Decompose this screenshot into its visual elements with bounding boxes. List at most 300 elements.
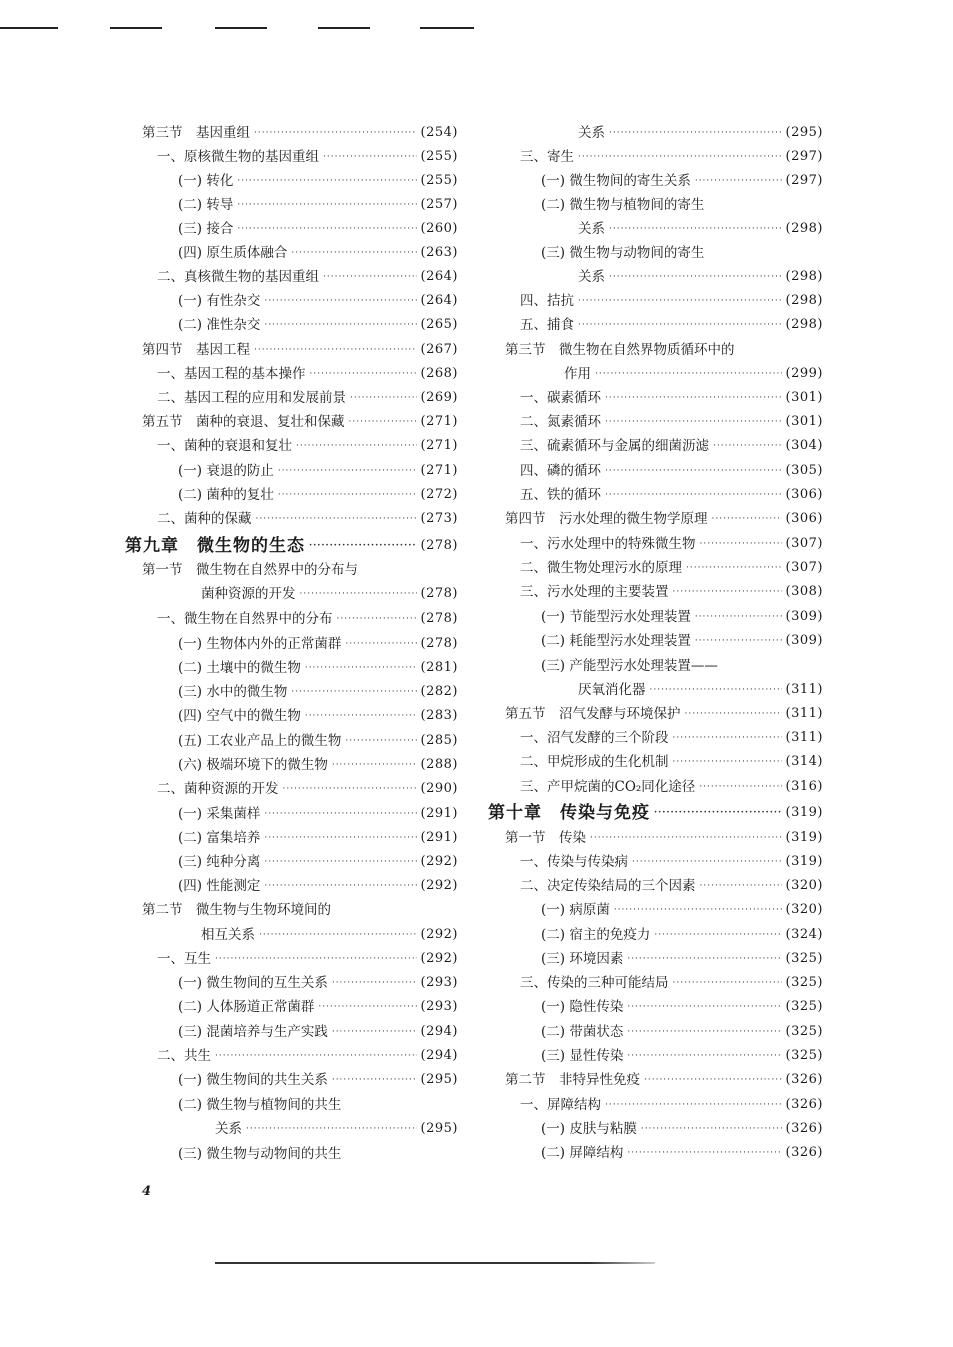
toc-entry (125, 484, 458, 506)
toc-entry-page: (301) (785, 414, 823, 429)
toc-entry (488, 242, 823, 264)
toc-entry-title: 第一节 传染 (505, 830, 586, 846)
toc-entry (125, 583, 458, 605)
toc-entry-page: (298) (785, 293, 823, 308)
toc-entry-title: (二) 人体肠道正常菌群 (178, 999, 315, 1015)
toc-entry-page: (272) (420, 487, 458, 502)
toc-entry-page: (294) (420, 1048, 458, 1063)
toc-leader-dots (605, 484, 782, 506)
toc-entry (125, 1094, 458, 1116)
toc-entry-page: (326) (785, 1072, 823, 1087)
toc-entry-page: (257) (420, 197, 458, 212)
toc-entry-page: (325) (785, 975, 823, 990)
toc-entry-title: (三) 微生物与动物间的共生 (178, 1146, 342, 1162)
toc-entry-title: 一、原核微生物的基因重组 (157, 149, 319, 165)
toc-entry-title: 二、氮素循环 (520, 414, 601, 430)
toc-entry-title: (二) 微生物与植物间的共生 (178, 1097, 342, 1113)
header-rule (0, 27, 58, 29)
toc-leader-dots (605, 460, 782, 482)
toc-entry-title: 第十章 传染与免疫 (488, 803, 650, 823)
toc-leader-dots (695, 630, 782, 652)
toc-entry-page: (265) (420, 317, 458, 332)
toc-entry (488, 1045, 823, 1067)
toc-entry (488, 170, 823, 192)
toc-entry-page: (311) (785, 730, 823, 745)
toc-entry-title: 关系 (578, 221, 605, 237)
toc-entry-title: (四) 原生质体融合 (178, 245, 288, 261)
toc-entry-page: (292) (420, 927, 458, 942)
toc-entry (125, 657, 458, 679)
toc-entry (125, 730, 458, 752)
toc-entry-page: (297) (785, 149, 823, 164)
toc-entry-title: (六) 极端环境下的微生物 (178, 757, 328, 773)
toc-leader-dots (700, 875, 782, 897)
toc-leader-dots (283, 778, 417, 800)
toc-entry-title: (五) 工农业产品上的微生物 (178, 733, 342, 749)
toc-entry (125, 608, 458, 630)
toc-entry-title: 相互关系 (201, 927, 255, 943)
toc-entry (488, 851, 823, 873)
toc-entry (488, 630, 823, 652)
toc-entry-page: (316) (785, 779, 823, 794)
toc-leader-dots (673, 751, 782, 773)
toc-leader-dots (291, 242, 416, 264)
toc-entry (488, 218, 823, 240)
toc-leader-dots (215, 1045, 417, 1067)
toc-entry-title: (二) 耗能型污水处理装置 (541, 633, 691, 649)
toc-entry-title: (二) 菌种的复壮 (178, 487, 274, 503)
toc-leader-dots (695, 170, 782, 192)
toc-leader-dots (595, 363, 782, 385)
toc-leader-dots (305, 657, 417, 679)
toc-entry-page: (308) (785, 584, 823, 599)
toc-entry (125, 972, 458, 994)
toc-leader-dots (578, 146, 782, 168)
toc-entry-title: (一) 隐性传染 (541, 999, 624, 1015)
toc-leader-dots (237, 170, 416, 192)
toc-entry-title: (二) 微生物与植物间的寄生 (541, 197, 705, 213)
toc-entry (488, 122, 823, 144)
toc-entry-page: (282) (420, 684, 458, 699)
toc-entry-title: 三、传染的三种可能结局 (520, 975, 669, 991)
toc-entry (125, 875, 458, 897)
toc-entry-page: (288) (420, 757, 458, 772)
toc-entry (488, 948, 823, 970)
toc-leader-dots (323, 146, 417, 168)
toc-leader-dots (609, 266, 782, 288)
toc-entry (488, 363, 823, 385)
toc-leader-dots (673, 972, 782, 994)
toc-entry (125, 705, 458, 727)
toc-entry (125, 1021, 458, 1043)
toc-entry (488, 1094, 823, 1116)
toc-entry-title: 一、污水处理中的特殊微生物 (520, 536, 696, 552)
toc-leader-dots (695, 606, 782, 628)
toc-leader-dots (605, 387, 782, 409)
toc-leader-dots (332, 1021, 417, 1043)
toc-entry-page: (298) (785, 317, 823, 332)
toc-entry-page: (325) (785, 951, 823, 966)
toc-entry (125, 1143, 458, 1165)
toc-entry (488, 387, 823, 409)
toc-leader-dots (614, 899, 782, 921)
toc-leader-dots (686, 557, 782, 579)
toc-leader-dots (700, 533, 782, 555)
toc-entry-page: (326) (785, 1145, 823, 1160)
toc-entry-title: 二、决定传染结局的三个因素 (520, 878, 696, 894)
toc-entry-title: 厌氧消化器 (578, 682, 646, 698)
toc-entry-title: (二) 屏障结构 (541, 1145, 624, 1161)
toc-entry-page: (319) (785, 805, 823, 820)
page-number: 4 (142, 1184, 152, 1199)
toc-entry (125, 754, 458, 776)
toc-entry-page: (271) (420, 463, 458, 478)
toc-entry-title: (三) 纯种分离 (178, 854, 261, 870)
toc-leader-dots (349, 411, 417, 433)
toc-entry-title: 五、铁的循环 (520, 487, 601, 503)
toc-entry-page: (299) (785, 366, 823, 381)
toc-leader-dots (256, 508, 417, 530)
toc-entry-title: 四、拮抗 (520, 293, 574, 309)
toc-entry-page: (319) (785, 854, 823, 869)
toc-entry (488, 875, 823, 897)
toc-entry-title: 作用 (564, 366, 591, 382)
toc-leader-dots (590, 827, 782, 849)
toc-leader-dots (296, 435, 417, 457)
toc-leader-dots (337, 608, 417, 630)
toc-leader-dots (259, 924, 417, 946)
toc-entry (125, 1069, 458, 1091)
toc-leader-dots (278, 484, 417, 506)
toc-leader-dots (627, 996, 781, 1018)
toc-entry (125, 387, 458, 409)
toc-entry-title: (一) 微生物间的共生关系 (178, 1072, 328, 1088)
toc-entry-title: (三) 水中的微生物 (178, 684, 288, 700)
toc-entry-page: (309) (785, 609, 823, 624)
toc-leader-dots (578, 314, 782, 336)
toc-entry-page: (290) (420, 781, 458, 796)
toc-entry (488, 411, 823, 433)
toc-chapter-entry (125, 535, 458, 557)
toc-leader-dots (332, 754, 417, 776)
toc-entry (488, 899, 823, 921)
toc-entry-title: 第三节 基因重组 (142, 125, 250, 141)
toc-entry-page: (264) (420, 269, 458, 284)
toc-entry-page: (320) (785, 878, 823, 893)
toc-entry (488, 435, 823, 457)
toc-entry (488, 776, 823, 798)
toc-entry-page: (291) (420, 806, 458, 821)
toc-entry (488, 924, 823, 946)
toc-leader-dots (350, 387, 417, 409)
toc-leader-dots (627, 1142, 781, 1164)
toc-leader-dots (310, 363, 417, 385)
toc-leader-dots (609, 122, 782, 144)
toc-leader-dots (685, 703, 782, 725)
toc-entry (488, 1118, 823, 1140)
toc-entry-title: (一) 生物体内外的正常菌群 (178, 636, 342, 652)
toc-entry (125, 194, 458, 216)
toc-entry-page: (255) (420, 149, 458, 164)
header-rule (420, 27, 474, 29)
toc-leader-dots (264, 803, 416, 825)
toc-entry-title: 关系 (578, 269, 605, 285)
header-rule (110, 27, 162, 29)
toc-entry (488, 727, 823, 749)
toc-leader-dots (254, 339, 417, 361)
toc-entry (488, 1142, 823, 1164)
toc-leader-dots (291, 681, 416, 703)
toc-chapter-entry (488, 802, 823, 824)
toc-entry-title: (三) 产能型污水处理装置—— (541, 658, 718, 674)
toc-entry (125, 460, 458, 482)
toc-leader-dots (605, 1094, 782, 1116)
toc-entry-page: (267) (420, 342, 458, 357)
toc-entry-title: (一) 有性杂交 (178, 293, 261, 309)
toc-entry-title: (一) 节能型污水处理装置 (541, 609, 691, 625)
toc-entry-page: (307) (785, 560, 823, 575)
toc-entry-page: (283) (420, 708, 458, 723)
toc-entry (488, 314, 823, 336)
toc-entry-page: (301) (785, 390, 823, 405)
toc-entry-title: (四) 空气中的微生物 (178, 708, 301, 724)
toc-entry (125, 924, 458, 946)
toc-entry-title: 一、沼气发酵的三个阶段 (520, 730, 669, 746)
toc-entry-title: 第二节 微生物与生物环境间的 (142, 902, 331, 918)
toc-leader-dots (305, 705, 417, 727)
toc-entry (488, 655, 823, 677)
toc-entry-page: (311) (785, 706, 823, 721)
toc-entry-page: (269) (420, 390, 458, 405)
toc-entry-page: (311) (785, 682, 823, 697)
toc-entry (125, 146, 458, 168)
footer-rule (215, 1262, 655, 1264)
toc-entry-title: (一) 病原菌 (541, 902, 610, 918)
toc-entry-title: 三、硫素循环与金属的细菌沥滤 (520, 438, 709, 454)
toc-entry-page: (297) (785, 173, 823, 188)
toc-entry-title: 第四节 基因工程 (142, 342, 250, 358)
toc-entry-title: (二) 土壤中的微生物 (178, 660, 301, 676)
toc-leader-dots (237, 194, 416, 216)
toc-entry (488, 557, 823, 579)
toc-entry (488, 703, 823, 725)
toc-entry-page: (304) (785, 438, 823, 453)
toc-leader-dots (605, 411, 782, 433)
toc-entry-title: (一) 微生物间的寄生关系 (541, 173, 691, 189)
toc-entry-page: (260) (420, 221, 458, 236)
toc-entry-title: (一) 皮肤与粘膜 (541, 1121, 637, 1137)
toc-entry-title: 第五节 菌种的衰退、复壮和保藏 (142, 414, 345, 430)
toc-leader-dots (627, 1021, 781, 1043)
toc-entry (488, 533, 823, 555)
header-rule (318, 27, 370, 29)
toc-leader-dots (632, 851, 782, 873)
toc-entry-page: (255) (420, 173, 458, 188)
toc-entry (488, 460, 823, 482)
toc-entry (125, 996, 458, 1018)
toc-entry-title: 三、污水处理的主要装置 (520, 584, 669, 600)
toc-entry (125, 778, 458, 800)
toc-leader-dots (264, 851, 416, 873)
toc-leader-dots (254, 122, 417, 144)
toc-entry-page: (292) (420, 854, 458, 869)
toc-entry-title: 二、微生物处理污水的原理 (520, 560, 682, 576)
toc-entry-page: (285) (420, 733, 458, 748)
toc-entry (488, 266, 823, 288)
toc-leader-dots (264, 290, 416, 312)
toc-entry (125, 290, 458, 312)
toc-entry-title: 第三节 微生物在自然界物质循环中的 (505, 342, 735, 358)
toc-leader-dots (644, 1069, 782, 1091)
toc-entry (488, 996, 823, 1018)
toc-entry-page: (326) (785, 1097, 823, 1112)
toc-leader-dots (278, 460, 417, 482)
toc-entry-title: (一) 衰退的防止 (178, 463, 274, 479)
toc-entry (125, 363, 458, 385)
toc-entry-title: (一) 转化 (178, 173, 234, 189)
toc-entry-page: (271) (420, 414, 458, 429)
toc-entry-page: (264) (420, 293, 458, 308)
toc-entry (125, 314, 458, 336)
toc-entry (125, 899, 458, 921)
toc-entry-title: 二、菌种的保藏 (157, 511, 252, 527)
toc-entry (125, 1045, 458, 1067)
toc-entry-page: (314) (785, 754, 823, 769)
toc-entry-page: (281) (420, 660, 458, 675)
toc-entry-title: 二、共生 (157, 1048, 211, 1064)
toc-entry (488, 1021, 823, 1043)
toc-entry-page: (295) (420, 1121, 458, 1136)
toc-entry-title: 第五节 沼气发酵与环境保护 (505, 706, 681, 722)
toc-entry (125, 508, 458, 530)
toc-entry (125, 827, 458, 849)
toc-entry-title: 二、菌种资源的开发 (157, 781, 279, 797)
toc-entry-title: 二、甲烷形成的生化机制 (520, 754, 669, 770)
toc-entry-page: (298) (785, 269, 823, 284)
toc-entry (125, 339, 458, 361)
toc-entry (125, 633, 458, 655)
toc-entry (488, 751, 823, 773)
toc-entry (125, 411, 458, 433)
toc-entry (125, 681, 458, 703)
toc-entry-title: (三) 接合 (178, 221, 234, 237)
toc-entry-title: 一、互生 (157, 951, 211, 967)
toc-entry-page: (295) (420, 1072, 458, 1087)
toc-leader-dots (300, 583, 417, 605)
toc-entry-page: (298) (785, 221, 823, 236)
toc-entry (125, 435, 458, 457)
toc-entry-title: (三) 环境因素 (541, 951, 624, 967)
toc-entry (125, 1118, 458, 1140)
toc-entry-title: (三) 微生物与动物间的寄生 (541, 245, 705, 261)
toc-entry (125, 948, 458, 970)
toc-entry (488, 581, 823, 603)
toc-entry-title: 一、屏障结构 (520, 1097, 601, 1113)
toc-entry-page: (278) (420, 538, 458, 553)
toc-entry-title: 一、碳素循环 (520, 390, 601, 406)
toc-entry (125, 218, 458, 240)
toc-entry-title: 一、基因工程的基本操作 (157, 366, 306, 382)
toc-entry (488, 972, 823, 994)
toc-leader-dots (264, 827, 416, 849)
toc-entry-title: 一、传染与传染病 (520, 854, 628, 870)
toc-entry-title: 第九章 微生物的生态 (125, 536, 305, 556)
toc-entry-page: (319) (785, 830, 823, 845)
toc-entry-page: (268) (420, 366, 458, 381)
toc-entry-title: (一) 采集菌样 (178, 806, 261, 822)
toc-leader-dots (345, 633, 416, 655)
toc-entry-page: (278) (420, 636, 458, 651)
toc-entry-page: (326) (785, 1121, 823, 1136)
toc-entry-page: (307) (785, 536, 823, 551)
toc-entry (125, 803, 458, 825)
toc-entry-title: (二) 富集培养 (178, 830, 261, 846)
toc-entry-page: (309) (785, 633, 823, 648)
toc-entry-title: (二) 带菌状态 (541, 1024, 624, 1040)
toc-entry (488, 146, 823, 168)
toc-entry-title: 关系 (578, 125, 605, 141)
toc-entry-title: 二、基因工程的应用和发展前景 (157, 390, 346, 406)
toc-leader-dots (332, 1069, 417, 1091)
toc-entry (488, 194, 823, 216)
toc-leader-dots (627, 1045, 781, 1067)
toc-entry-page: (295) (785, 125, 823, 140)
toc-entry (125, 851, 458, 873)
toc-entry-page: (263) (420, 245, 458, 260)
toc-entry-page: (320) (785, 902, 823, 917)
toc-leader-dots (627, 948, 781, 970)
toc-entry-page: (293) (420, 975, 458, 990)
toc-leader-dots (237, 218, 416, 240)
toc-entry-page: (306) (785, 487, 823, 502)
toc-leader-dots (609, 218, 782, 240)
toc-entry-title: (二) 宿主的免疫力 (541, 927, 651, 943)
toc-entry (488, 508, 823, 530)
toc-entry-title: (二) 转导 (178, 197, 234, 213)
toc-leader-dots (215, 948, 417, 970)
toc-entry (488, 827, 823, 849)
toc-leader-dots (673, 581, 782, 603)
toc-entry-title: (四) 性能测定 (178, 878, 261, 894)
toc-leader-dots (578, 290, 782, 312)
toc-entry-title: 第一节 微生物在自然界中的分布与 (142, 562, 358, 578)
toc-entry-page: (294) (420, 1024, 458, 1039)
toc-entry-page: (325) (785, 999, 823, 1014)
toc-entry-page: (292) (420, 878, 458, 893)
toc-entry-title: 三、产甲烷菌的CO₂同化途径 (520, 779, 696, 795)
toc-entry (125, 266, 458, 288)
toc-entry-page: (291) (420, 830, 458, 845)
toc-entry-title: 三、寄生 (520, 149, 574, 165)
toc-entry-page: (292) (420, 951, 458, 966)
toc-leader-dots (673, 727, 782, 749)
toc-entry (488, 1069, 823, 1091)
toc-entry-page: (293) (420, 999, 458, 1014)
toc-entry-title: 第四节 污水处理的微生物学原理 (505, 511, 708, 527)
toc-entry (125, 242, 458, 264)
toc-leader-dots (309, 535, 417, 557)
toc-leader-dots (699, 776, 781, 798)
toc-entry-page: (278) (420, 586, 458, 601)
toc-leader-dots (246, 1118, 417, 1140)
toc-entry-title: 五、捕食 (520, 317, 574, 333)
toc-entry-page: (273) (420, 511, 458, 526)
toc-entry-page: (324) (785, 927, 823, 942)
toc-entry-page: (306) (785, 511, 823, 526)
toc-leader-dots (713, 435, 782, 457)
toc-entry (488, 290, 823, 312)
toc-leader-dots (641, 1118, 782, 1140)
